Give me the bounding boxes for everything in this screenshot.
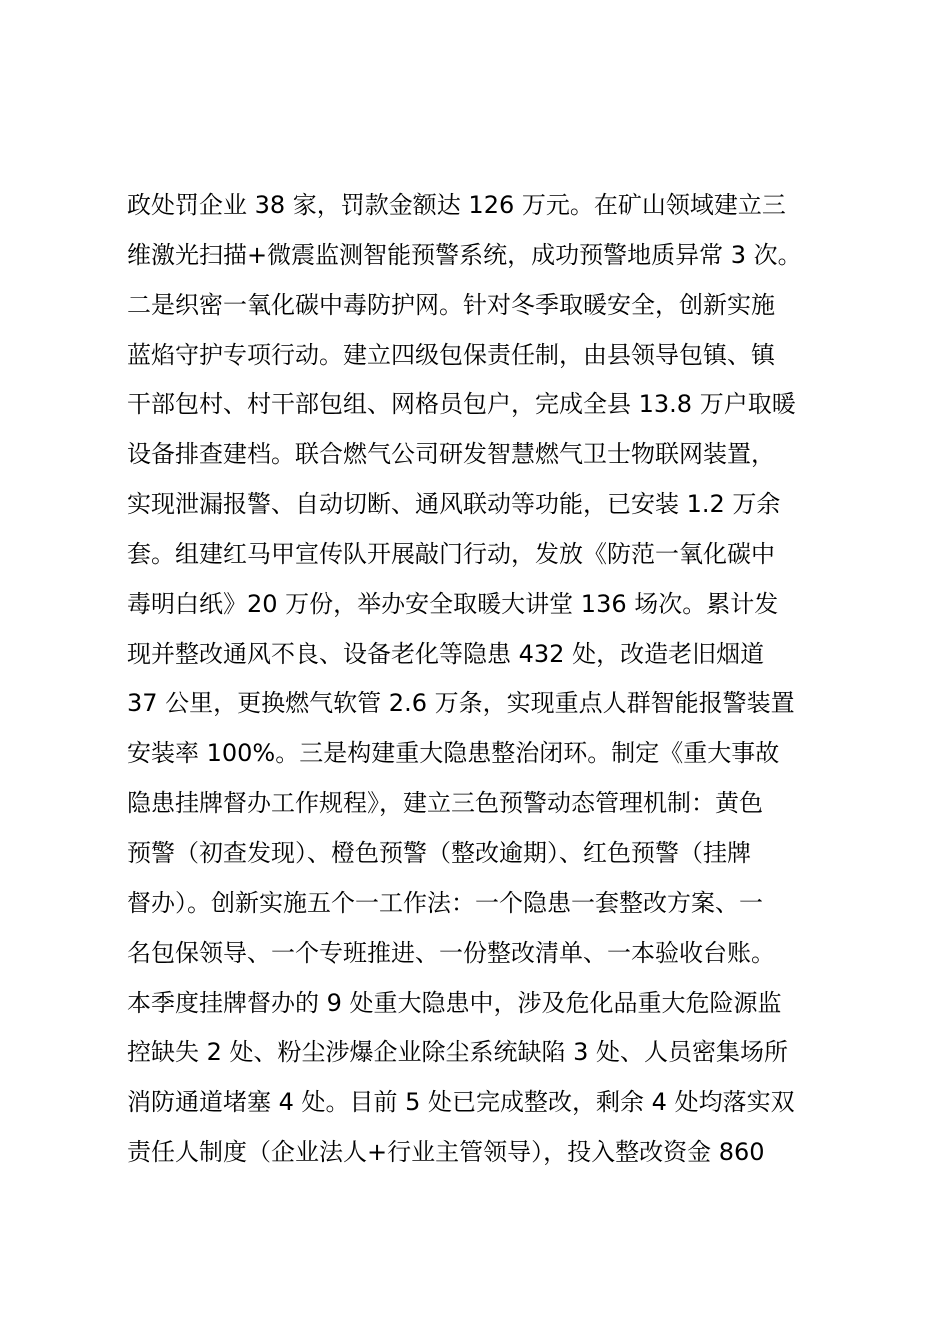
- text-line: 预警（初查发现）、橙色预警（整改逾期）、红色预警（挂牌: [127, 838, 751, 867]
- text-line: 蓝焰守护专项行动。建立四级包保责任制，由县领导包镇、镇: [127, 340, 775, 369]
- text-line: 隐患挂牌督办工作规程》，建立三色预警动态管理机制：黄色: [127, 789, 763, 818]
- text-line: 现并整改通风不良、设备老化等隐患 432 处，改造老旧烟道: [127, 639, 765, 668]
- text-line: 毒明白纸》20 万份，举办安全取暖大讲堂 136 场次。累计发: [127, 589, 779, 618]
- text-line: 二是织密一氧化碳中毒防护网。针对冬季取暖安全，创新实施: [127, 290, 775, 319]
- text-line: 名包保领导、一个专班推进、一份整改清单、一本验收台账。: [127, 938, 775, 967]
- text-line: 维激光扫描+微震监测智能预警系统，成功预警地质异常 3 次。: [127, 240, 802, 269]
- text-line: 本季度挂牌督办的 9 处重大隐患中，涉及危化品重大危险源监: [127, 988, 782, 1017]
- text-line: 消防通道堵塞 4 处。目前 5 处已完成整改，剩余 4 处均落实双: [127, 1088, 795, 1117]
- text-line: 干部包村、村干部包组、网格员包户，完成全县 13.8 万户取暖: [127, 390, 796, 419]
- text-line: 政处罚企业 38 家，罚款金额达 126 万元。在矿山领域建立三: [127, 191, 786, 219]
- text-line: 责任人制度（企业法人+行业主管领导），投入整改资金 860: [127, 1138, 765, 1167]
- text-line: 控缺失 2 处、粉尘涉爆企业除尘系统缺陷 3 处、人员密集场所: [127, 1038, 789, 1067]
- text-line: 实现泄漏报警、自动切断、通风联动等功能，已安装 1.2 万余: [127, 490, 781, 519]
- text-line: 套。组建红马甲宣传队开展敲门行动，发放《防范一氧化碳中: [127, 539, 775, 568]
- text-line: 37 公里，更换燃气软管 2.6 万条，实现重点人群智能报警装置: [127, 689, 795, 718]
- text-line: 督办）。创新实施五个一工作法：一个隐患一套整改方案、一: [127, 888, 763, 917]
- text-line: 设备排查建档。联合燃气公司研发智慧燃气卫士物联网装置，: [127, 440, 775, 469]
- text-line: 安装率 100%。三是构建重大隐患整治闭环。制定《重大事故: [127, 739, 780, 768]
- body-text: [127, 181, 847, 1178]
